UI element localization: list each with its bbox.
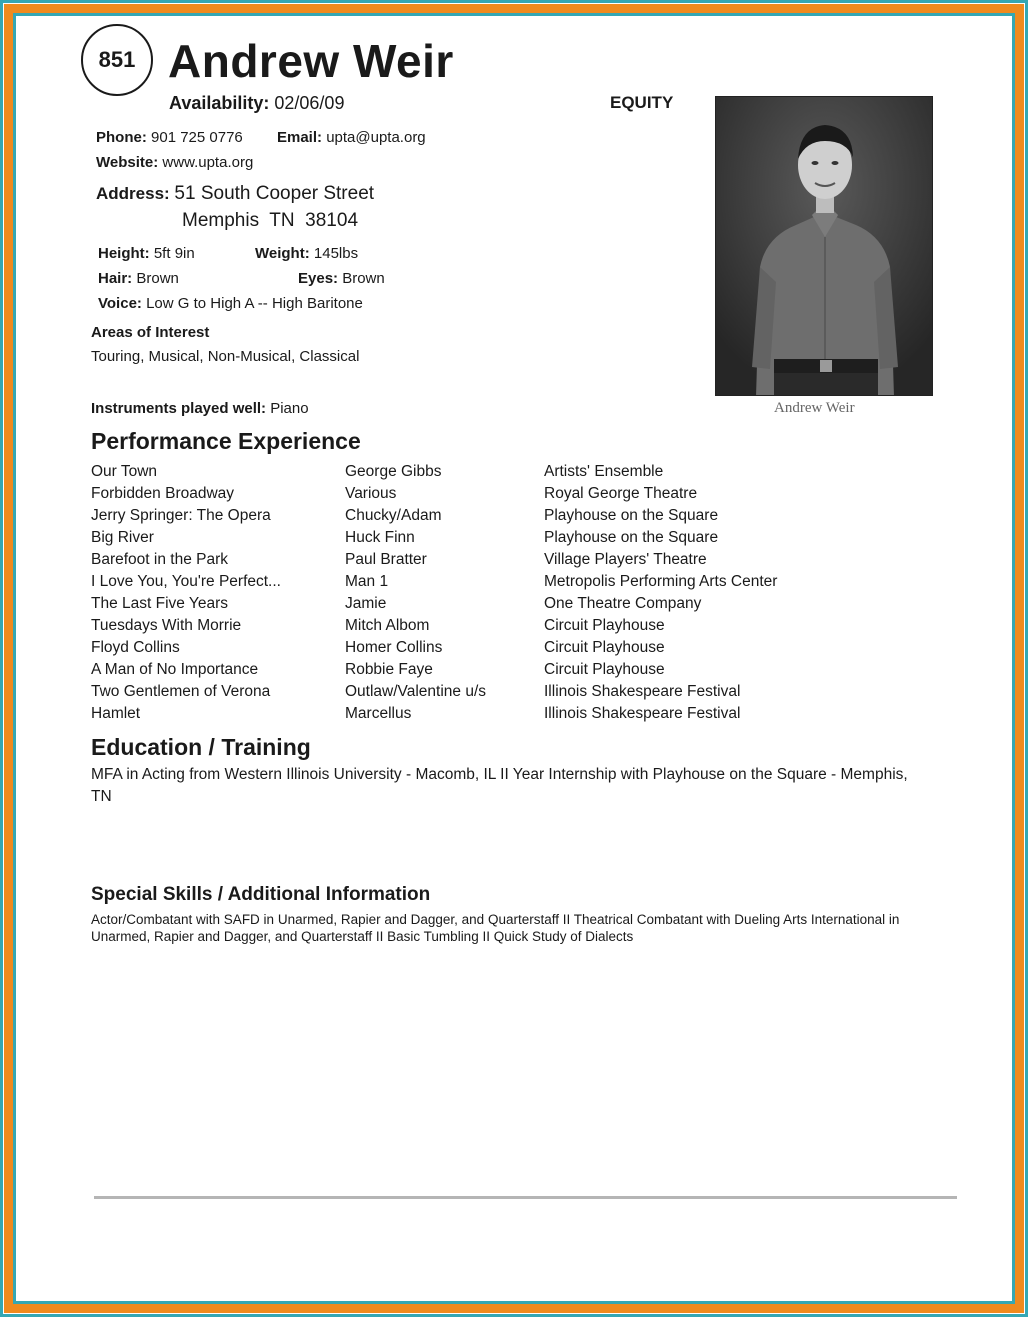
voice-label: Voice:: [98, 295, 142, 312]
role: Man 1: [345, 573, 389, 590]
venue: Playhouse on the Square: [544, 507, 719, 524]
voice-line: [98, 295, 363, 312]
actor-name: Andrew Weir: [168, 35, 454, 87]
website-line: [96, 154, 253, 171]
venue: One Theatre Company: [544, 595, 702, 612]
venue: Royal George Theatre: [544, 485, 698, 502]
venue: Circuit Playhouse: [544, 617, 665, 634]
education-title: Education / Training: [91, 734, 311, 760]
show-title: Barefoot in the Park: [91, 551, 228, 568]
show-title: Forbidden Broadway: [91, 485, 235, 502]
hair-line: [98, 270, 179, 287]
show-title: Our Town: [91, 463, 158, 480]
table-row: [91, 661, 911, 683]
instruments-value: Piano: [270, 400, 309, 417]
headshot-number-badge: [81, 24, 153, 96]
table-row: [91, 639, 911, 661]
role: Marcellus: [345, 705, 412, 722]
show-title: Tuesdays With Morrie: [91, 617, 242, 634]
show-title: The Last Five Years: [91, 595, 228, 612]
venue: Illinois Shakespeare Festival: [544, 683, 741, 700]
instruments-label: Instruments played well:: [91, 400, 267, 417]
availability-value: 02/06/09: [274, 93, 345, 113]
union-status: EQUITY: [610, 93, 674, 112]
voice-value: Low G to High A -- High Baritone: [146, 295, 363, 312]
table-row: [91, 551, 911, 573]
interests-title: Areas of Interest: [91, 324, 210, 341]
role: Paul Bratter: [345, 551, 427, 568]
hair-label: Hair:: [98, 270, 133, 287]
role: Jamie: [345, 595, 387, 612]
email-label: Email:: [277, 129, 323, 146]
table-row: [91, 683, 911, 705]
hair-value: Brown: [136, 270, 179, 287]
footer-divider: [94, 1196, 957, 1199]
interests-value: Touring, Musical, Non-Musical, Classical: [91, 348, 360, 365]
availability: [169, 93, 344, 114]
show-title: Big River: [91, 529, 154, 546]
performance-title: Performance Experience: [91, 428, 361, 454]
skills-text: Actor/Combatant with SAFD in Unarmed, Rapier and Dagger, and Quarterstaff II Theatrical Combatant with Dueling Arts International in Unarmed, Rapier and Dagger, and Quarterstaff II Basic Tumbling II Quick Study of Dialects: [91, 912, 900, 944]
role: Robbie Faye: [345, 661, 433, 678]
table-row: [91, 463, 911, 485]
table-row: [91, 595, 911, 617]
headshot-illustration: [716, 97, 933, 396]
phone-line: [96, 129, 243, 146]
table-row: [91, 529, 911, 551]
venue: Metropolis Performing Arts Center: [544, 573, 778, 590]
weight-value: 145lbs: [313, 245, 359, 262]
venue: Artists' Ensemble: [544, 463, 664, 480]
email-value: upta@upta.org: [326, 129, 426, 146]
role: Huck Finn: [345, 529, 415, 546]
eyes-line: [298, 270, 385, 287]
address-street: 51 South Cooper Street: [174, 183, 375, 204]
venue: Illinois Shakespeare Festival: [544, 705, 741, 722]
table-row: [91, 617, 911, 639]
photo-caption: Andrew Weir: [774, 400, 855, 416]
table-row: [91, 485, 911, 507]
height-label: Height:: [98, 245, 150, 262]
education-text: MFA in Acting from Western Illinois University - Macomb, IL II Year Internship with Playhouse on the Square - Memphis, TN: [91, 766, 908, 805]
website-value: www.upta.org: [162, 154, 254, 171]
show-title: Two Gentlemen of Verona: [91, 683, 271, 700]
weight-label: Weight:: [255, 245, 310, 262]
address-city: Memphis TN 38104: [182, 210, 359, 231]
instruments-line: [91, 400, 309, 417]
email-line: [277, 129, 426, 146]
venue: Playhouse on the Square: [544, 529, 719, 546]
role: Chucky/Adam: [345, 507, 442, 524]
website-label: Website:: [96, 154, 159, 171]
show-title: I Love You, You're Perfect...: [91, 573, 281, 590]
weight-line: [255, 245, 358, 262]
venue: Circuit Playhouse: [544, 661, 665, 678]
role: Mitch Albom: [345, 617, 430, 634]
phone-value: 901 725 0776: [151, 129, 243, 146]
show-title: Floyd Collins: [91, 639, 180, 656]
show-title: Jerry Springer: The Opera: [91, 507, 271, 524]
show-title: A Man of No Importance: [91, 661, 259, 678]
role: Various: [345, 485, 397, 502]
eyes-value: Brown: [342, 270, 385, 287]
table-row: [91, 705, 911, 727]
height-line: [98, 245, 195, 262]
table-row: [91, 507, 911, 529]
show-title: Hamlet: [91, 705, 141, 722]
height-value: 5ft 9in: [153, 245, 195, 262]
venue: Village Players' Theatre: [544, 551, 707, 568]
headshot-photo: [715, 96, 933, 396]
eyes-label: Eyes:: [298, 270, 339, 287]
role: Outlaw/Valentine u/s: [345, 683, 487, 700]
phone-label: Phone:: [96, 129, 147, 146]
role: George Gibbs: [345, 463, 442, 480]
badge-number: 851: [98, 47, 136, 72]
table-row: [91, 573, 911, 595]
role: Homer Collins: [345, 639, 443, 656]
skills-title: Special Skills / Additional Information: [91, 884, 431, 905]
availability-label: Availability:: [169, 93, 270, 113]
address-line-1: [96, 183, 374, 205]
venue: Circuit Playhouse: [544, 639, 665, 656]
address-label: Address:: [96, 184, 170, 203]
